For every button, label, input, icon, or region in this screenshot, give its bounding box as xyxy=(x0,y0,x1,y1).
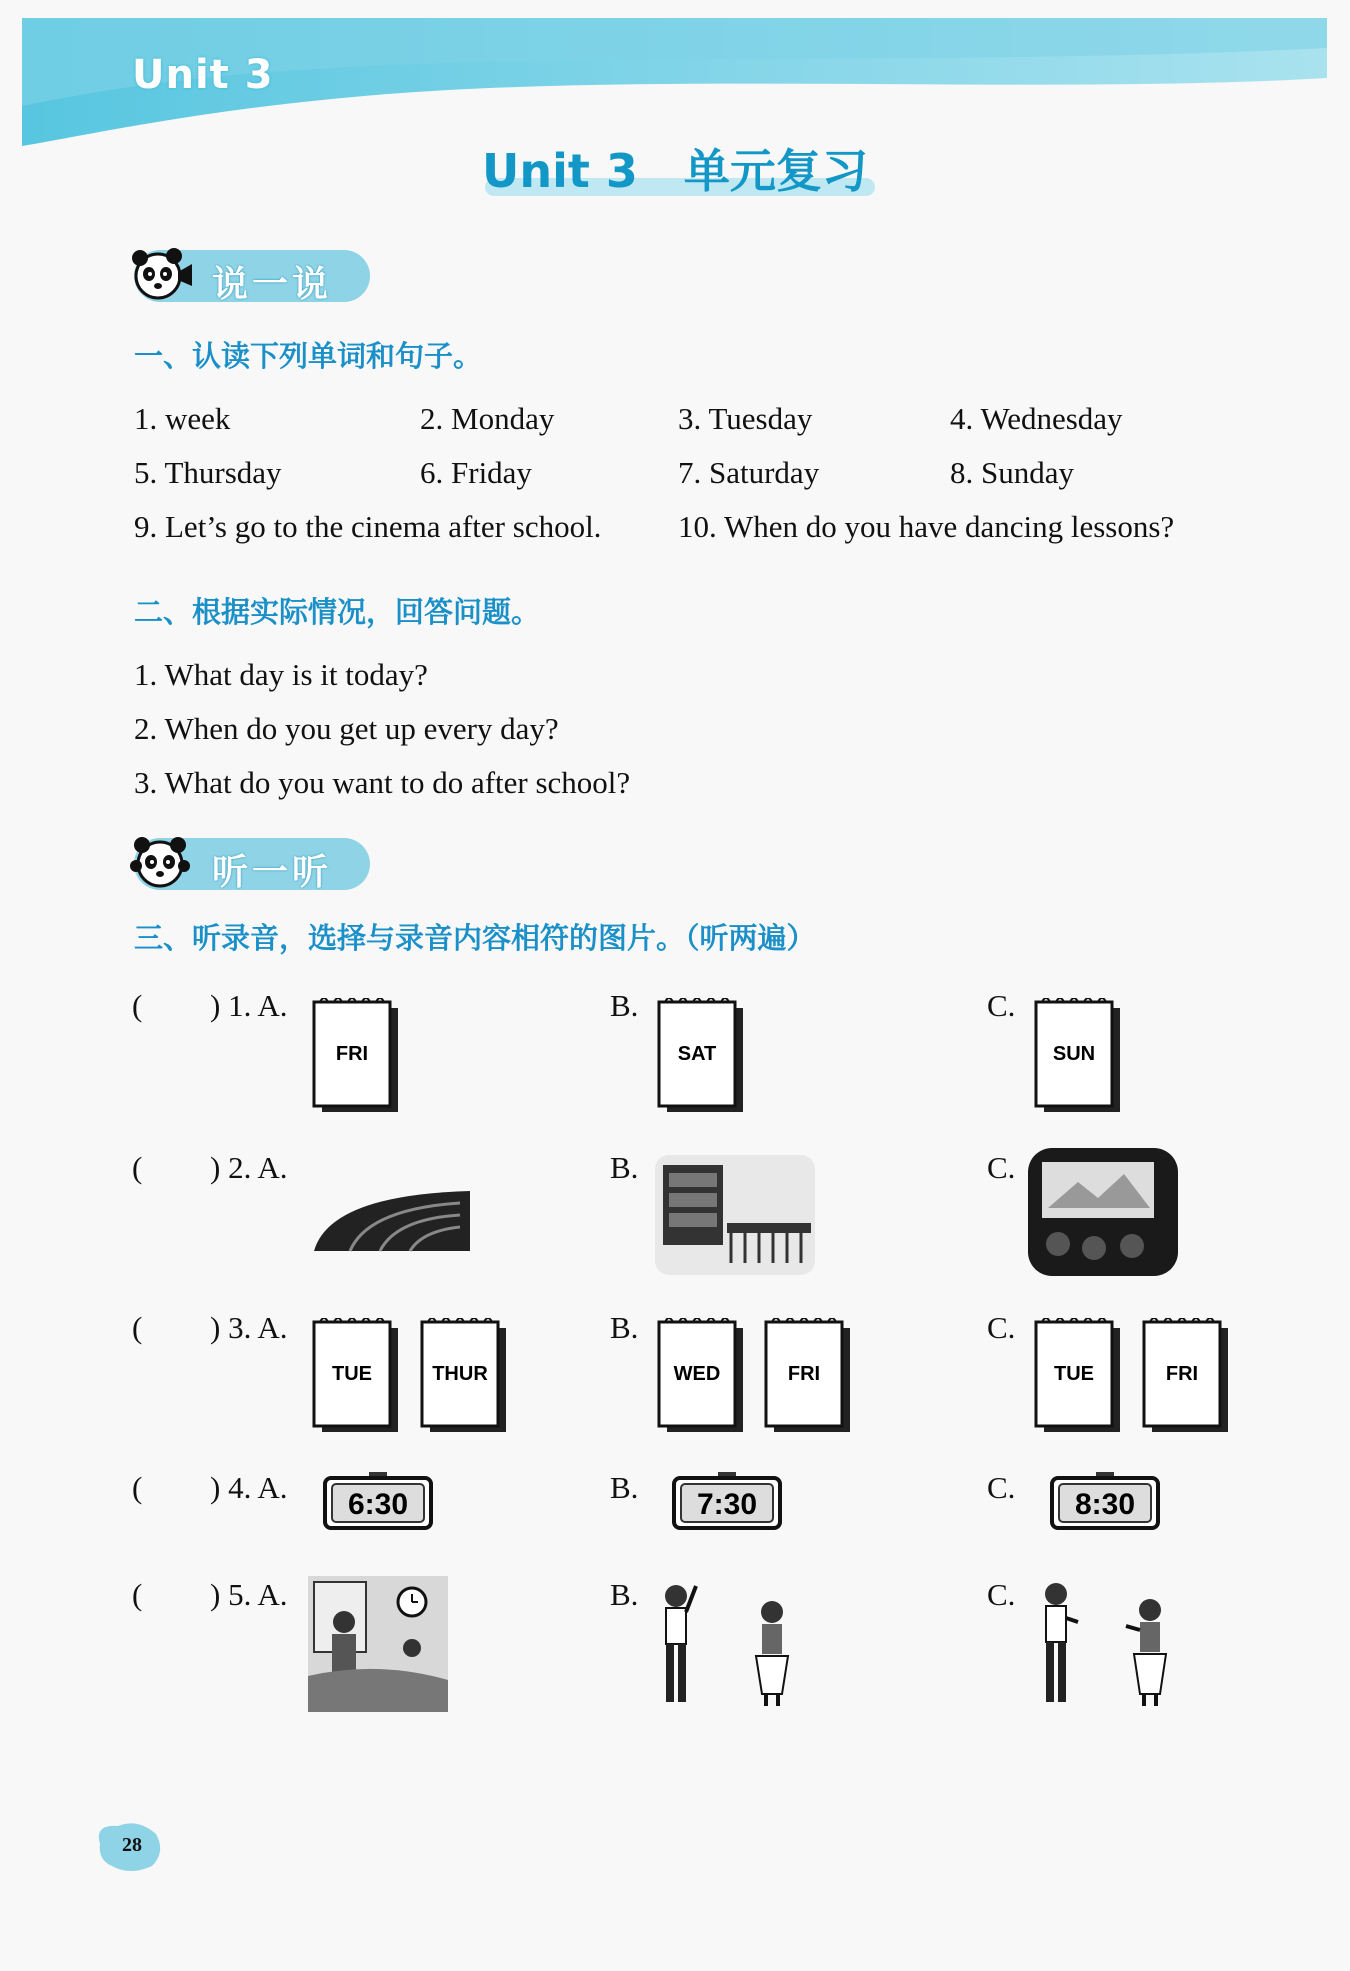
calendar-icon[interactable] xyxy=(762,1318,857,1440)
question-item: 1. What day is it today? xyxy=(134,657,428,692)
svg-text:6:30: 6:30 xyxy=(347,1488,409,1521)
svg-text:WED: WED xyxy=(673,1363,721,1385)
page-number: 28 xyxy=(122,1834,142,1856)
calendar-icon[interactable] xyxy=(1032,1318,1127,1440)
option-label: C. xyxy=(987,1310,1016,1345)
word-item: 1. week xyxy=(134,401,231,436)
question-number: ) 1. A. xyxy=(210,988,288,1023)
question-item: 2. When do you get up every day? xyxy=(134,711,559,746)
section-speak-badge xyxy=(134,250,370,305)
option-label: B. xyxy=(610,1310,639,1345)
svg-text:FRI: FRI xyxy=(335,1043,369,1065)
section-listen-label: 听一听 xyxy=(212,852,333,893)
option-label: C. xyxy=(987,988,1016,1023)
word-item: 3. Tuesday xyxy=(678,401,813,436)
panda-icon xyxy=(128,830,194,896)
section-listen-badge xyxy=(134,838,370,893)
svg-text:TUE: TUE xyxy=(1054,1363,1094,1385)
word-item: 4. Wednesday xyxy=(950,401,1123,436)
question-number: ) 3. A. xyxy=(210,1310,288,1345)
part3-heading: 三、听录音，选择与录音内容相符的图片。（听两遍） xyxy=(134,921,816,955)
bedroom-scene-icon[interactable] xyxy=(308,1576,448,1712)
word-item: 2. Monday xyxy=(420,401,555,436)
option-label: B. xyxy=(610,1577,639,1612)
talking-children-icon[interactable] xyxy=(1032,1576,1182,1712)
svg-text:SAT: SAT xyxy=(677,1043,717,1065)
word-item: 6. Friday xyxy=(420,455,532,490)
panda-icon xyxy=(128,242,194,308)
svg-text:8:30: 8:30 xyxy=(1074,1488,1136,1521)
svg-text:TUE: TUE xyxy=(332,1363,372,1385)
sentence-item: 10. When do you have dancing lessons? xyxy=(678,509,1175,544)
page-title: Unit 3 单元复习 xyxy=(482,144,868,198)
rainbow-icon[interactable] xyxy=(310,1185,470,1255)
part1-heading: 一、认读下列单词和句子。 xyxy=(134,339,483,373)
word-item: 8. Sunday xyxy=(950,455,1074,490)
svg-text:FRI: FRI xyxy=(787,1363,821,1385)
calendar-icon[interactable] xyxy=(310,998,405,1120)
calendar-icon[interactable] xyxy=(655,998,750,1120)
part2-heading: 二、根据实际情况，回答问题。 xyxy=(134,595,541,629)
library-icon[interactable] xyxy=(655,1155,815,1275)
option-label: B. xyxy=(610,1150,639,1185)
question-number: ) 5. A. xyxy=(210,1577,288,1612)
answer-bracket[interactable]: ( xyxy=(132,1310,143,1345)
word-item: 7. Saturday xyxy=(678,455,820,490)
calendar-icon[interactable] xyxy=(1032,998,1127,1120)
waving-children-icon[interactable] xyxy=(652,1576,802,1712)
svg-text:SUN: SUN xyxy=(1052,1043,1096,1065)
section-speak-label: 说一说 xyxy=(212,264,333,305)
svg-text:7:30: 7:30 xyxy=(696,1488,758,1521)
answer-bracket[interactable]: ( xyxy=(132,988,143,1023)
answer-bracket[interactable]: ( xyxy=(132,1150,143,1185)
cinema-icon[interactable] xyxy=(1028,1148,1178,1276)
svg-text:THUR: THUR xyxy=(432,1363,488,1385)
sentence-item: 9. Let’s go to the cinema after school. xyxy=(134,509,602,544)
option-label: C. xyxy=(987,1577,1016,1612)
calendar-icon[interactable] xyxy=(418,1318,513,1440)
digital-clock-icon[interactable] xyxy=(672,1470,782,1532)
calendar-icon[interactable] xyxy=(1140,1318,1235,1440)
page-number-badge xyxy=(94,1820,164,1872)
option-label: C. xyxy=(987,1150,1016,1185)
question-number: ) 4. A. xyxy=(210,1470,288,1505)
unit-tag: Unit 3 xyxy=(132,52,274,98)
digital-clock-icon[interactable] xyxy=(1050,1470,1160,1532)
option-label: B. xyxy=(610,988,639,1023)
answer-bracket[interactable]: ( xyxy=(132,1577,143,1612)
word-item: 5. Thursday xyxy=(134,455,282,490)
answer-bracket[interactable]: ( xyxy=(132,1470,143,1505)
option-label: C. xyxy=(987,1470,1016,1505)
calendar-icon[interactable] xyxy=(310,1318,405,1440)
calendar-icon[interactable] xyxy=(655,1318,750,1440)
question-item: 3. What do you want to do after school? xyxy=(134,765,631,800)
question-number: ) 2. A. xyxy=(210,1150,288,1185)
svg-text:FRI: FRI xyxy=(1165,1363,1199,1385)
digital-clock-icon[interactable] xyxy=(323,1470,433,1532)
option-label: B. xyxy=(610,1470,639,1505)
